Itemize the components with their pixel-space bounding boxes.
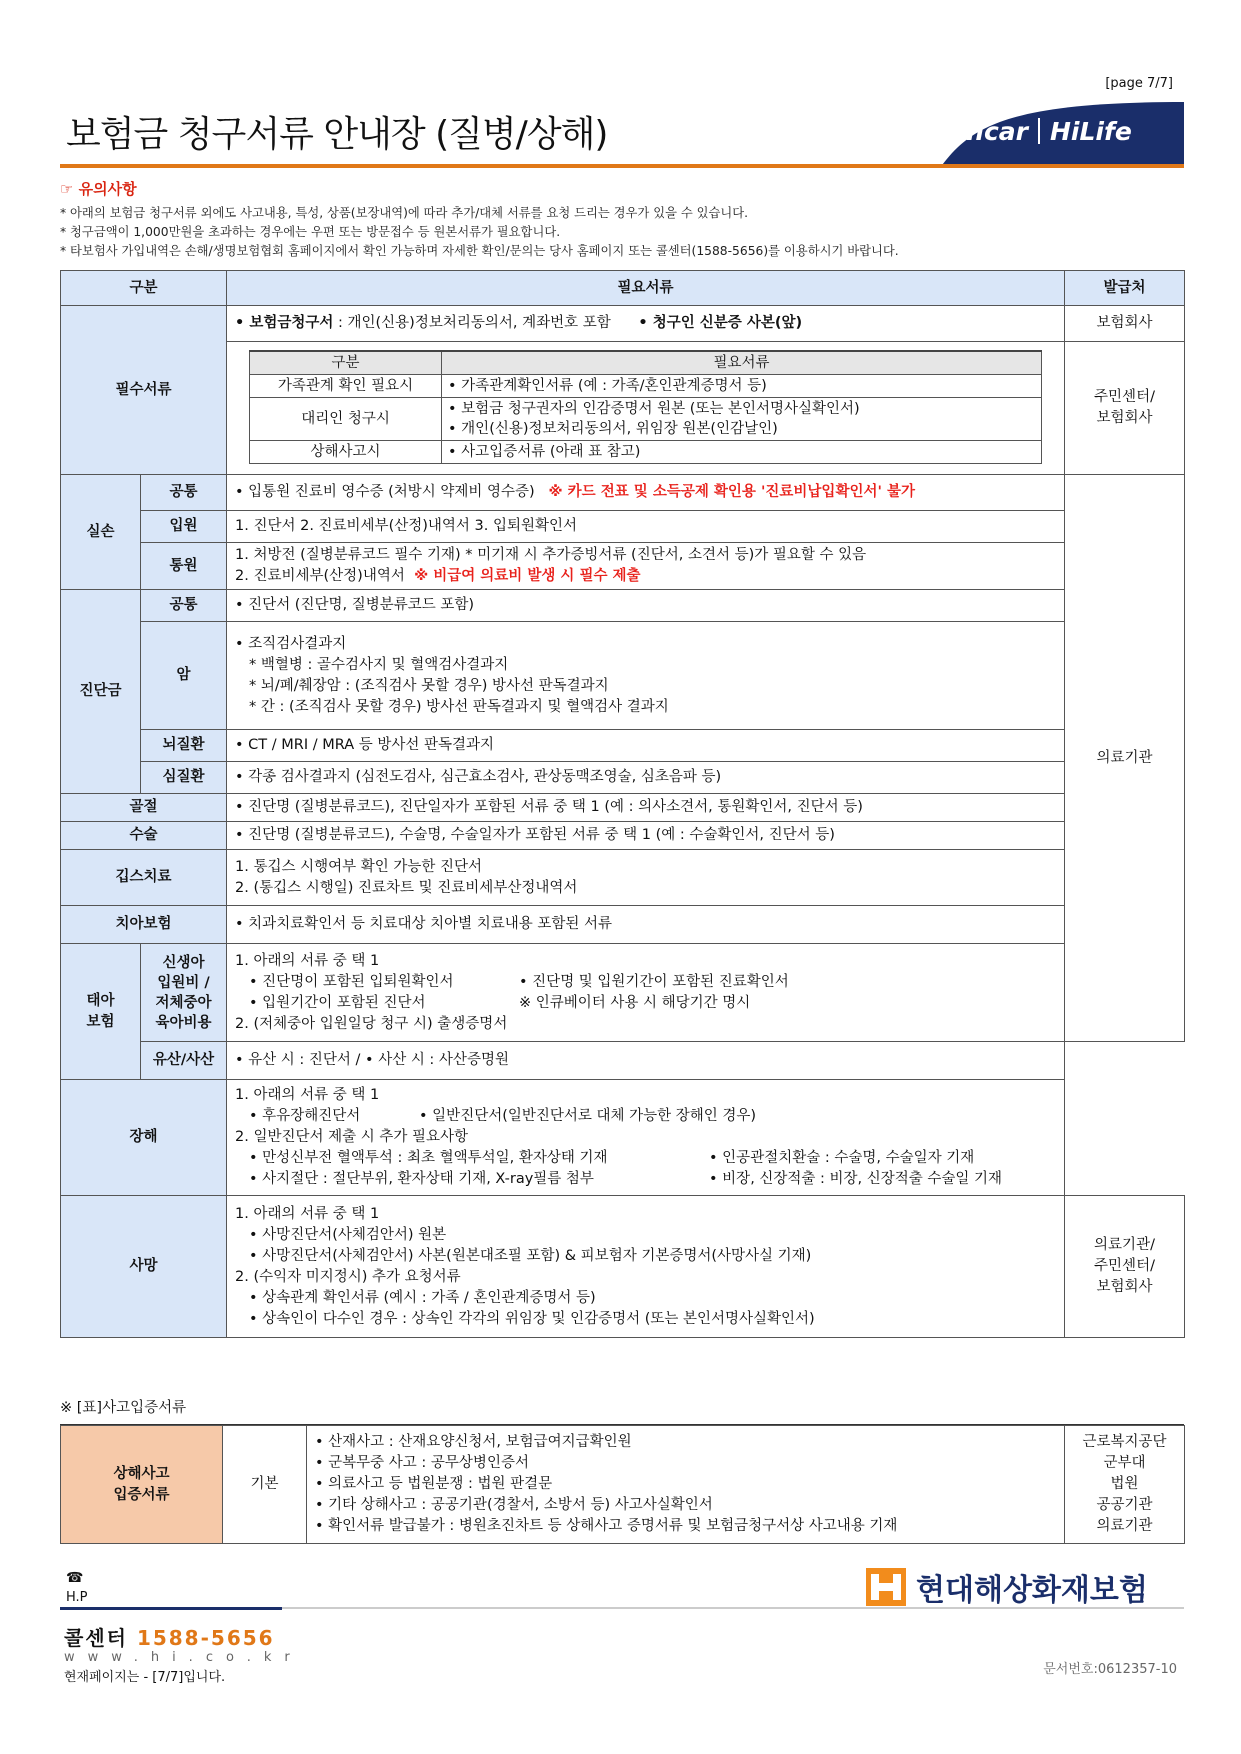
accident-label: 상해사고시 [250,441,442,464]
brain-doc: • CT / MRI / MRA 등 방사선 판독결과지 [227,730,1065,762]
notice-line: * 타보험사 가입내역은 손해/생명보험협회 홈페이지에서 확인 가능하며 자세한 확인/문의는 당사 홈페이지 또는 콜센터(1588-5656)를 이용하시기 바랍니다. [60,244,899,258]
newborn-label: 신생아 입원비 / 저체중아 육아비용 [141,944,227,1042]
cast-docs: 1. 통깁스 시행여부 확인 가능한 진단서 2. (통깁스 시행일) 진료차트 및 진료비세부산정내역서 [227,850,1065,906]
inner-header-documents: 필요서류 [442,351,1042,375]
family-label: 가족관계 확인 필요시 [250,375,442,398]
accident-proof-issuers: 근로복지공단 군부대 법원 공공기관 의료기관 [1065,1426,1185,1544]
footer-divider-accent [60,1607,282,1610]
issuer-death: 의료기관/ 주민센터/ 보험회사 [1065,1196,1185,1338]
inner-header-category: 구분 [250,351,442,375]
silson-inpatient-doc: 1. 진단서 2. 진료비세부(산정)내역서 3. 입퇴원확인서 [227,511,1065,543]
diagnosis-common-doc: • 진단서 (진단명, 질병분류코드 포함) [227,590,1065,622]
cancer-label: 암 [141,622,227,730]
silson-common-doc: • 입통원 진료비 영수증 (처방시 약제비 영수증) ※ 카드 전표 및 소득공제 확인용 '진료비납입확인서' 불가 [227,475,1065,511]
call-center: 콜센터 1588-5656 [64,1626,275,1650]
family-doc: • 가족관계확인서류 (예 : 가족/혼인관계증명서 등) [442,375,1042,398]
notice-line: * 아래의 보험금 청구서류 외에도 사고내용, 특성, 상품(보장내역)에 따라 추가/대체 서류를 요청 드리는 경우가 있을 수 있습니다. [60,206,749,220]
category-fetus: 태아 보험 [61,944,141,1080]
brain-label: 뇌질환 [141,730,227,762]
issuer-medical: 의료기관 [1065,475,1185,1042]
silson-outpatient-doc: 1. 처방전 (질병분류코드 필수 기재) * 미기재 시 추가증빙서류 (진단서, 소견서 등)가 필요할 수 있음 2. 진료비세부(산정)내역서 ※ 비급여 의료비 발생 시 필수 제출 [227,543,1065,590]
required-subtable [249,350,1042,464]
claim-documents-table [60,270,1185,1338]
diagnosis-common-label: 공통 [141,590,227,622]
heart-doc: • 각종 검사결과지 (심전도검사, 심근효소검사, 관상동맥조영술, 심초음파 등) [227,762,1065,794]
hp-label: H.P [66,1590,88,1605]
death-docs: 1. 아래의 서류 중 택 1 • 사망진단서(사체검안서) 원본 • 사망진단서(사체검안서) 사본(원본대조필 포함) & 피보험자 기본증명서(사망사실 기재) 2. (수익자 미지정시) 추가 요청서류 • 상속관계 확인서류 (예시 : 가족 / 혼인관계증명서 등) • 상속인이 다수인 경우 : 상속인 각각의 위임장 및 인감증명서 (또는 본인서명사실확인서) [227,1196,1065,1338]
agent-label: 대리인 청구시 [250,398,442,441]
disability-docs: 1. 아래의 서류 중 택 1 • 후유장해진단서 • 일반진단서(일반진단서로 대체 가능한 장해인 경우) 2. 일반진단서 제출 시 추가 필요사항 • 만성신부전 혈액투석 : 최초 혈액투석일, 환자상태 기재 • 인공관절치환술 : 수술명, 수술일자 기재 • 사지절단 : 절단부위, 환자상태 기재, X-ray필름 첨부 • 비장, 신장적출 : 비장, 신장적출 수술일 기재 [227,1080,1065,1196]
call-number: 1588-5656 [136,1626,275,1650]
notice-line: * 청구금액이 1,000만원을 초과하는 경우에는 우편 또는 방문접수 등 원본서류가 필요합니다. [60,225,561,239]
loss-label: 유산/사산 [141,1042,227,1080]
header-issuer: 발급처 [1065,271,1185,306]
accident-proof-label: 상해사고 입증서류 [61,1426,223,1544]
silson-outpatient-label: 통원 [141,543,227,590]
company-logo [866,1564,1186,1610]
header-category: 구분 [61,271,227,306]
agent-docs: • 보험금 청구권자의 인감증명서 원본 (또는 본인서명사실확인서) • 개인(신용)정보처리동의서, 위임장 원본(인감날인) [442,398,1042,441]
dental-doc: • 치과치료확인서 등 치료대상 치아별 치료내용 포함된 서류 [227,906,1065,944]
required-claim-form: • 보험금청구서 : 개인(신용)정보처리동의서, 계좌번호 포함 • 청구인 신분증 사본(앞) [227,306,1065,342]
brand-hicar: Hicar [954,117,1028,146]
accident-table-note: ※ [표]사고입증서류 [60,1400,187,1416]
accident-proof-docs: • 산재사고 : 산재요양신청서, 보험급여지급확인원 • 군복무중 사고 : 공무상병인증서 • 의료사고 등 법원분쟁 : 법원 판결문 • 기타 상해사고 : 공공기관(경찰서, 소방서 등) 사고사실확인서 • 확인서류 발급불가 : 병원초진차트 등 상해사고 증명서류 및 보험금청구서상 사고내용 기재 [307,1426,1065,1544]
website-url[interactable]: www.hi.co.kr [64,1650,303,1665]
fracture-doc: • 진단명 (질병분류코드), 진단일자가 포함된 서류 중 택 1 (예 : 의사소견서, 통원확인서, 진단서 등) [227,794,1065,822]
issuer-insurer: 보험회사 [1065,306,1185,342]
page-label: [page 7/7] [1105,76,1173,91]
cancer-docs: • 조직검사결과지 * 백혈병 : 골수검사지 및 혈액검사결과지 * 뇌/폐/췌장암 : (조직검사 못할 경우) 방사선 판독결과지 * 간 : (조직검사 못할 경우) 방사선 판독결과지 및 혈액검사 결과지 [227,622,1065,730]
category-silson: 실손 [61,475,141,590]
header-documents: 필요서류 [227,271,1065,306]
accident-doc: • 사고입증서류 (아래 표 참고) [442,441,1042,464]
category-dental: 치아보험 [61,906,227,944]
loss-doc: • 유산 시 : 진단서 / • 사산 시 : 사산증명원 [227,1042,1065,1080]
category-disability: 장해 [61,1080,227,1196]
page-info: 현재페이지는 - [7/7]입니다. [64,1670,226,1685]
issuer-center-insurer: 주민센터/ 보험회사 [1065,342,1185,475]
category-surgery: 수술 [61,822,227,850]
company-name: 현대해상화재보험 [916,1573,1148,1608]
required-subtable-cell [227,342,1065,475]
heart-label: 심질환 [141,762,227,794]
brand-logo [910,96,1184,168]
notice-heading: ☞ 유의사항 [60,180,137,198]
telephone-icon: ☎ [66,1570,84,1586]
brand-hilife: HiLife [1050,117,1132,146]
page-title: 보험금 청구서류 안내장 (질병/상해) [66,114,608,155]
surgery-doc: • 진단명 (질병분류코드), 수술명, 수술일자가 포함된 서류 중 택 1 (예 : 수술확인서, 진단서 등) [227,822,1065,850]
accident-proof-table [60,1425,1185,1544]
document-number: 문서번호:0612357-10 [1043,1662,1177,1677]
title-underline [60,164,1184,168]
category-death: 사망 [61,1196,227,1338]
category-cast: 깁스치료 [61,850,227,906]
newborn-docs: 1. 아래의 서류 중 택 1 • 진단명이 포함된 입퇴원확인서 • 진단명 및 입원기간이 포함된 진료확인서 • 입원기간이 포함된 진단서 ※ 인큐베이터 사용 시 해당기간 명시 2. (저체중아 입원일당 청구 시) 출생증명서 [227,944,1065,1042]
accident-proof-type: 기본 [223,1426,307,1544]
category-diagnosis: 진단금 [61,590,141,794]
category-required: 필수서류 [61,306,227,475]
silson-common-label: 공통 [141,475,227,511]
category-fracture: 골절 [61,794,227,822]
silson-inpatient-label: 입원 [141,511,227,543]
notice-list [60,204,899,261]
